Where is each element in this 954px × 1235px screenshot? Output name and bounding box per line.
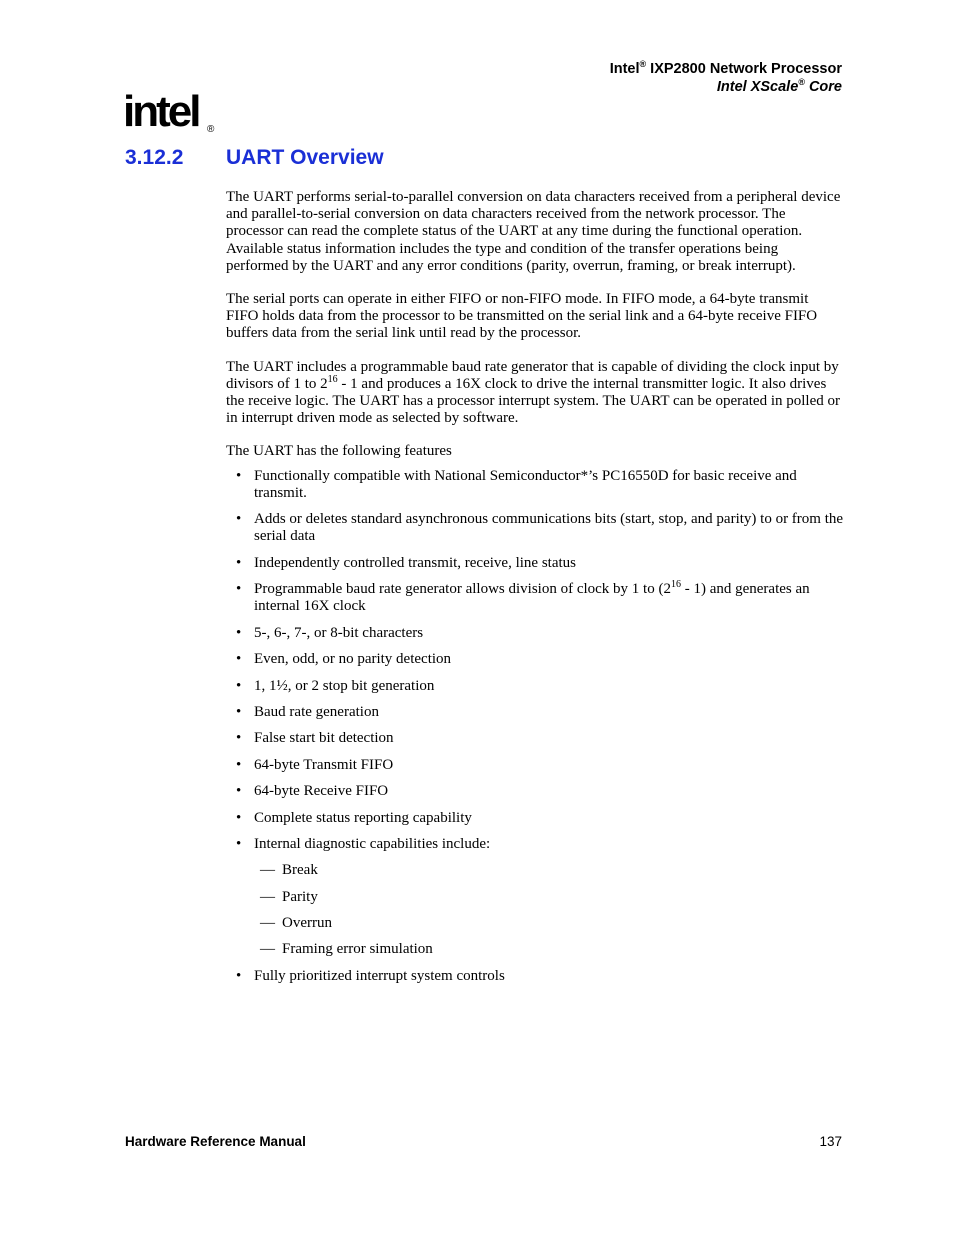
bullet-icon: • [236,809,242,826]
list-item: • Baud rate generation [236,703,379,720]
list-item: • Internal diagnostic capabilities include: — Break — Parity — Overrun — Framing error simulation [226,836,844,959]
section-number: 3.12.2 [125,146,184,169]
running-header [610,60,842,96]
list-item: • Complete status reporting capability [236,809,472,826]
bullet-icon: • [236,703,242,720]
page-number: 137 [819,1134,842,1149]
features-intro: The UART has the following features [226,443,452,460]
bullet-icon: • [236,730,242,747]
list-item: • Independently controlled transmit, receive, line status [236,554,576,571]
intel-logo-registered: ® [207,124,215,135]
bullet-icon: • [236,511,242,528]
footer-manual-title: Hardware Reference Manual [125,1134,306,1149]
dash-icon: — [260,862,275,879]
paragraph-1: The UART performs serial-to-parallel conversion on data characters received from a peripheral device and parallel-to-serial conversion on data characters received from the network processor. The processor can read the complete status of the UART at any time during the functional operation. Available status information includes the type and condition of the transfer operations being performed by the UART and any error conditions (parity, overrun, framing, or break interrupt). [226,189,841,274]
list-item: • Functionally compatible with National Semiconductor*’s PC16550D for basic receive and transmit. [236,467,797,501]
bullet-icon: • [236,783,242,800]
bullet-icon: • [236,624,242,641]
list-item: • 64-byte Receive FIFO [236,783,389,800]
list-item: • Adds or deletes standard asynchronous communications bits (start, stop, and parity) to or from the serial data [236,511,844,545]
section-title: UART Overview [226,146,384,169]
bullet-icon: • [236,651,242,668]
paragraph-3: The UART includes a programmable baud rate generator that is capable of dividing the clock input by divisors of 1 to $2^{16} - 1$ and produces a 16X clock to drive the internal transmitter logic. It also drives the receive logic. The UART has a processor interrupt system. The UART can be operated in polled or in interrupt driven mode as selected by software. [226,358,840,427]
dash-icon: — [260,941,275,958]
sublist-item: — Parity [260,888,318,905]
header-core-line: Intel XScale® Core [716,77,842,95]
sublist-item: — Overrun [260,914,332,931]
list-item: • Programmable baud rate generator allows division of clock by 1 to $(2^{16} - 1)$ and generates an internal 16X clock [236,579,810,615]
diagnostic-sublist [254,862,844,958]
paragraph-2: The serial ports can operate in either FIFO or non-FIFO mode. In FIFO mode, a 64-byte transmit FIFO holds data from the processor to be transmitted on the serial link and a 64-byte receive FIFO buffers data from the serial link until read by the processor. [226,291,818,342]
section-body [226,189,844,994]
dash-icon: — [260,914,275,931]
list-item: • 5-, 6-, 7-, or 8-bit characters [236,624,424,641]
bullet-icon: • [236,756,242,773]
header-product-line: Intel® IXP2800 Network Processor [609,59,842,77]
dash-icon: — [260,888,275,905]
bullet-icon: • [236,467,242,484]
sublist-item: — Break [260,862,318,879]
section-heading [125,146,384,170]
list-item: • 64-byte Transmit FIFO [236,756,394,773]
bullet-icon: • [236,835,242,852]
bullet-icon: • [236,677,242,694]
page-footer [125,1134,842,1149]
list-item: • False start bit detection [236,730,394,747]
intel-logo [121,86,221,148]
intel-logo-wordmark: intel [123,87,199,136]
list-item: • 1, 1½, or 2 stop bit generation [236,677,435,694]
bullet-icon: • [236,581,242,598]
bullet-icon: • [236,554,242,571]
bullet-icon: • [236,967,242,984]
list-item: • Even, odd, or no parity detection [236,651,452,668]
sublist-item: — Framing error simulation [260,941,433,958]
list-item: • Fully prioritized interrupt system controls [236,967,505,984]
feature-list [226,468,844,985]
